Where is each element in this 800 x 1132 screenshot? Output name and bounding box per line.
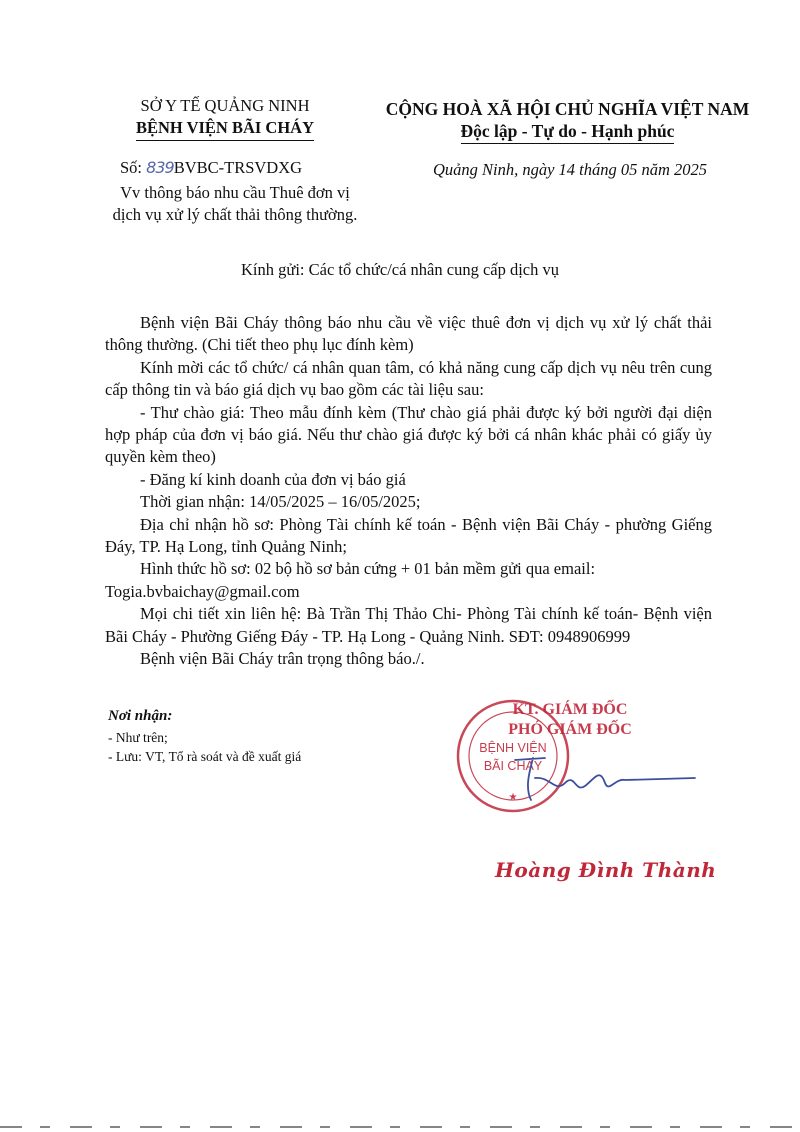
- contact-email: Togia.bvbaichay@gmail.com: [105, 581, 300, 601]
- signature-title-line2: PHÓ GIÁM ĐỐC: [508, 721, 632, 738]
- body-paragraph: - Đăng kí kinh doanh của đơn vị báo giá: [140, 469, 406, 489]
- recipient-item: - Lưu: VT, Tổ rà soát và đề xuất giá: [108, 749, 302, 764]
- number-suffix: BVBC-TRSVDXG: [173, 158, 303, 177]
- body-paragraph: Bệnh viện Bãi Cháy thông báo nhu cầu về việc thuê đơn vị dịch vụ xử lý chất thải thông thường. (Chi tiết theo phụ lục đính kèm): [105, 313, 712, 355]
- body-paragraph: Mọi chi tiết xin liên hệ: Bà Trần Thị Thảo Chi- Phòng Tài chính kế toán- Bệnh viện Bãi Cháy - Phường Giếng Đáy - TP. Hạ Long - Quảng Ninh. SĐT: 0948906999: [105, 604, 712, 646]
- body-paragraph: Hình thức hồ sơ: 02 bộ hồ sơ bản cứng + 01 bản mềm gửi qua email:: [140, 559, 596, 579]
- svg-text:★: ★: [508, 792, 518, 803]
- national-title-block: [370, 98, 765, 144]
- national-motto: Độc lập - Tự do - Hạnh phúc: [461, 120, 675, 144]
- signature-title-line1: KT. GIÁM ĐỐC: [512, 701, 628, 718]
- recipients-title: Nơi nhận:: [108, 708, 173, 724]
- recipients-list: [108, 728, 301, 766]
- recipient-line: Kính gửi: Các tổ chức/cá nhân cung cấp dịch vụ: [241, 260, 559, 279]
- body-paragraph: - Thư chào giá: Theo mẫu đính kèm (Thư chào giá phải được ký bởi người đại diện hợp pháp của đơn vị báo giá. Nếu thư chào giá được ký bởi cá nhân khác phải có giấy ủy quyền kèm theo): [105, 402, 712, 467]
- subject-line-1: Vv thông báo nhu cầu Thuê đơn vị: [120, 183, 350, 202]
- agency-name: SỞ Y TẾ QUẢNG NINH: [140, 96, 310, 115]
- seal-text-line1: BỆNH VIỆN: [479, 741, 547, 755]
- handwritten-signature-icon: [505, 748, 705, 808]
- seal-text-line2: BÃI CHÁY: [483, 759, 543, 773]
- recipient-item: - Như trên;: [108, 730, 168, 745]
- signer-name: Hoàng Đình Thành: [495, 858, 717, 882]
- nation-name: CỘNG HOÀ XÃ HỘI CHỦ NGHĨA VIỆT NAM: [385, 99, 750, 119]
- body-paragraph: Thời gian nhận: 14/05/2025 – 16/05/2025;: [140, 492, 421, 512]
- document-number: [120, 158, 302, 178]
- signature-title: [480, 700, 660, 740]
- body-paragraph: Kính mời các tổ chức/ cá nhân quan tâm, có khả năng cung cấp dịch vụ nêu trên cung cấp thông tin và báo giá dịch vụ bao gồm các tài liệu sau:: [105, 357, 712, 400]
- document-body: [105, 312, 712, 671]
- hospital-name: BỆNH VIỆN BÃI CHÁY: [136, 117, 314, 141]
- scan-edge-divider: [0, 1126, 800, 1128]
- body-paragraph: Địa chỉ nhận hồ sơ: Phòng Tài chính kế toán - Bệnh viện Bãi Cháy - phường Giếng Đáy, TP. Hạ Long, tỉnh Quảng Ninh;: [105, 514, 712, 557]
- document-subject: [95, 182, 375, 226]
- number-prefix: Số:: [120, 158, 143, 177]
- subject-line-2: dịch vụ xử lý chất thải thông thường.: [112, 205, 358, 224]
- place-date: Quảng Ninh, ngày 14 tháng 05 năm 2025: [432, 160, 708, 179]
- handwritten-number: 839: [146, 158, 174, 177]
- body-paragraph: Bệnh viện Bãi Cháy trân trọng thông báo./.: [140, 649, 425, 669]
- issuing-agency-block: [95, 95, 355, 141]
